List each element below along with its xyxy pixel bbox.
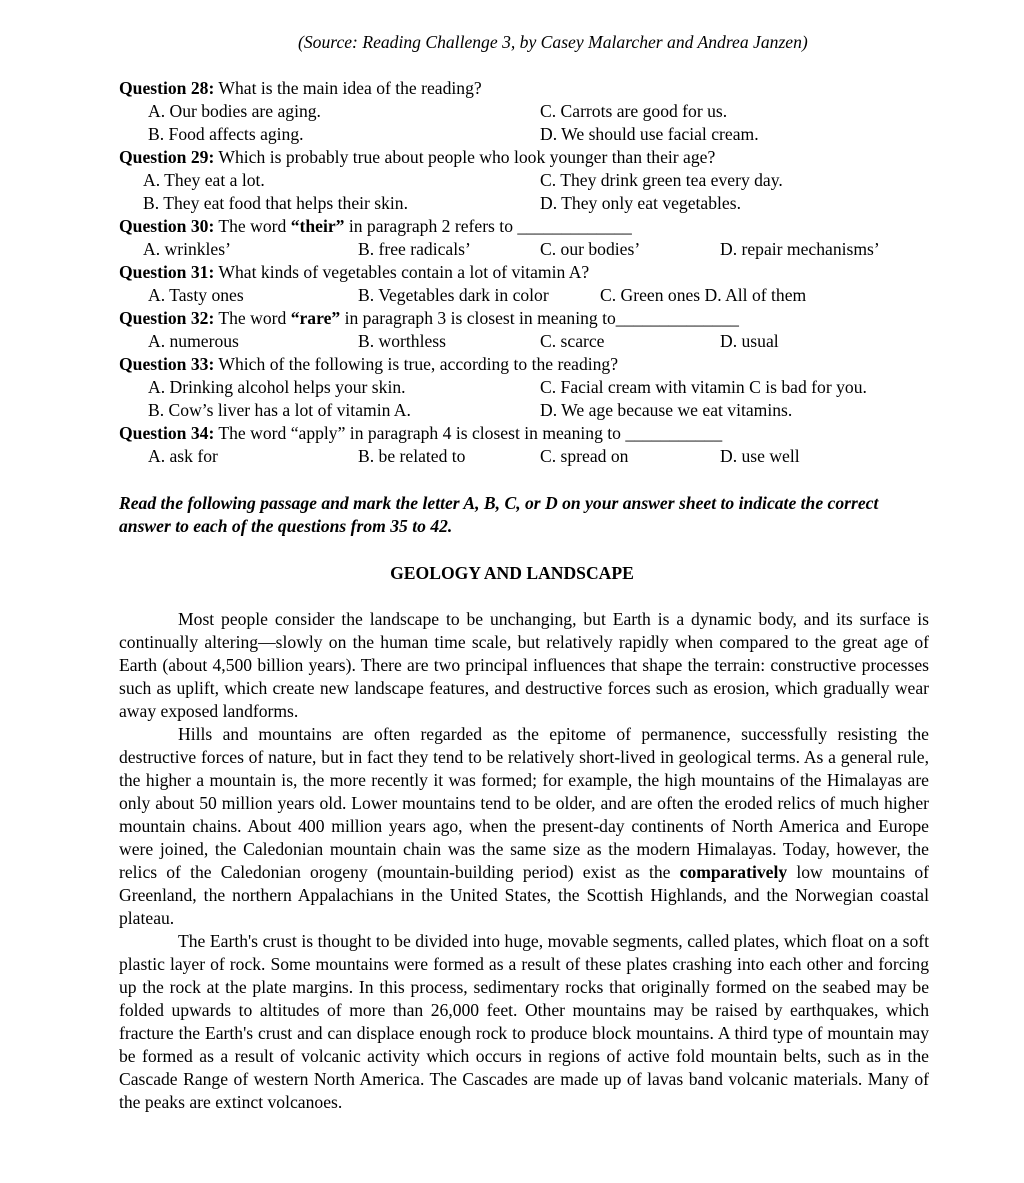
answer-option: C. our bodies’	[540, 239, 641, 259]
question-stem	[119, 422, 939, 445]
answer-option: A. Our bodies are aging.	[148, 101, 321, 121]
question-text: The word	[214, 216, 291, 236]
passage-paragraph: The Earth's crust is thought to be divided into huge, movable segments, called plates, which float on a soft plastic layer of rock. Some mountains were formed as a result of these plates crashing into each other and forcing up the rock at the plate margins. In this process, sedimentary rocks that originally formed on the seabed may be folded upwards to altitudes of more than 26,000 feet. Other mountains may be raised by earthquakes, which fracture the Earth's crust and can displace enough rock to produce block mountains. A third type of mountain may be formed as a result of volcanic activity which occurs in regions of active fold mountain belts, such as in the Cascade Range of western North America. The Cascades are made up of lavas band volcanic materials. Many of the peaks are extinct volcanoes.	[119, 931, 929, 1112]
answer-options-row	[119, 100, 939, 123]
question-number: Question 29:	[119, 147, 215, 167]
question-number: Question 30:	[119, 216, 215, 236]
answer-option: C. scarce	[540, 331, 605, 351]
question-number: Question 33:	[119, 354, 215, 374]
answer-options-row	[119, 445, 939, 468]
answer-options-row	[119, 123, 939, 146]
answer-option: D. use well	[720, 446, 800, 466]
source-citation: (Source: Reading Challenge 3, by Casey Malarcher and Andrea Janzen)	[298, 32, 808, 52]
answer-option: B. They eat food that helps their skin.	[143, 193, 408, 213]
question-text: Which of the following is true, according to the reading?	[214, 354, 619, 374]
question-stem	[119, 261, 939, 284]
answer-option: B. free radicals’	[358, 239, 471, 259]
answer-option: A. Tasty ones	[148, 285, 244, 305]
answer-option: D. We should use facial cream.	[540, 124, 759, 144]
answer-option: B. Food affects aging.	[148, 124, 304, 144]
answer-option: D. They only eat vegetables.	[540, 193, 741, 213]
answer-options-row	[119, 192, 939, 215]
answer-option: A. numerous	[148, 331, 239, 351]
passage-body	[119, 608, 929, 1114]
answer-options-row	[119, 399, 939, 422]
question-text: What is the main idea of the reading?	[214, 78, 482, 98]
question-text: What kinds of vegetables contain a lot of vitamin A?	[214, 262, 590, 282]
answer-option: D. usual	[720, 331, 779, 351]
passage-paragraph: Hills and mountains are often regarded as the epitome of permanence, successfully resisting the destructive forces of nature, but in fact they tend to be relatively short-lived in geological terms. As a general rule, the higher a mountain is, the more recently it was formed; for example, the high mountains of the Himalayas are only about 50 million years old. Lower mountains tend to be older, and are often the eroded relics of much higher mountain chains. About 400 million years ago, when the present-day continents of North America and Europe were joined, the Caledonian mountain chain was the same size as the modern Himalayas. Today, however, the relics of the Caledonian orogeny (mountain-building period) exist as the comparatively low mountains of Greenland, the northern Appalachians in the United States, the Scottish Highlands, and the Norwegian coastal plateau.	[119, 724, 929, 928]
question-list	[119, 77, 939, 468]
answer-options-row	[119, 284, 939, 307]
answer-option: C. Green ones D. All of them	[600, 285, 807, 305]
question-stem	[119, 146, 939, 169]
answer-options-row	[119, 376, 939, 399]
question-text: in paragraph 2 refers to _____________	[344, 216, 632, 236]
answer-option: D. We age because we eat vitamins.	[540, 400, 793, 420]
answer-option: B. be related to	[358, 446, 466, 466]
answer-option: A. wrinkles’	[143, 239, 231, 259]
question-keyword: “their”	[290, 216, 345, 236]
answer-option: C. They drink green tea every day.	[540, 170, 783, 190]
instruction-text: Read the following passage and mark the letter A, B, C, or D on your answer sheet to indicate the correct answer to each of the questions from 35 to 42.	[119, 493, 879, 536]
question-number: Question 34:	[119, 423, 215, 443]
answer-options-row	[119, 169, 939, 192]
highlighted-word: comparatively	[679, 862, 788, 882]
question-text: in paragraph 3 is closest in meaning to______________	[340, 308, 739, 328]
question-number: Question 31:	[119, 262, 215, 282]
passage-title: GEOLOGY AND LANDSCAPE	[390, 563, 634, 583]
answer-option: C. spread on	[540, 446, 629, 466]
question-number: Question 32:	[119, 308, 215, 328]
answer-options-row	[119, 330, 939, 353]
answer-option: A. ask for	[148, 446, 218, 466]
question-text: The word	[214, 308, 291, 328]
answer-option: A. They eat a lot.	[143, 170, 265, 190]
answer-options-row	[119, 238, 939, 261]
answer-option: C. Facial cream with vitamin C is bad for you.	[540, 377, 867, 397]
answer-option: B. worthless	[358, 331, 446, 351]
question-keyword: “rare”	[290, 308, 341, 328]
answer-option: B. Cow’s liver has a lot of vitamin A.	[148, 400, 411, 420]
passage-paragraph: Most people consider the landscape to be unchanging, but Earth is a dynamic body, and its surface is continually altering—slowly on the human time scale, but relatively rapidly when compared to the great age of Earth (about 4,500 billion years). There are two principal influences that shape the terrain: constructive processes such as uplift, which create new landscape features, and destructive forces such as erosion, which gradually wear away exposed landforms.	[119, 609, 929, 721]
answer-option: D. repair mechanisms’	[720, 239, 880, 259]
question-stem	[119, 353, 939, 376]
answer-option: C. Carrots are good for us.	[540, 101, 728, 121]
answer-option: B. Vegetables dark in color	[358, 285, 549, 305]
question-stem	[119, 307, 939, 330]
question-stem	[119, 215, 939, 238]
question-stem	[119, 77, 939, 100]
question-number: Question 28:	[119, 78, 215, 98]
question-text: Which is probably true about people who look younger than their age?	[214, 147, 716, 167]
question-text: The word “apply” in paragraph 4 is closest in meaning to ___________	[214, 423, 723, 443]
answer-option: A. Drinking alcohol helps your skin.	[148, 377, 406, 397]
